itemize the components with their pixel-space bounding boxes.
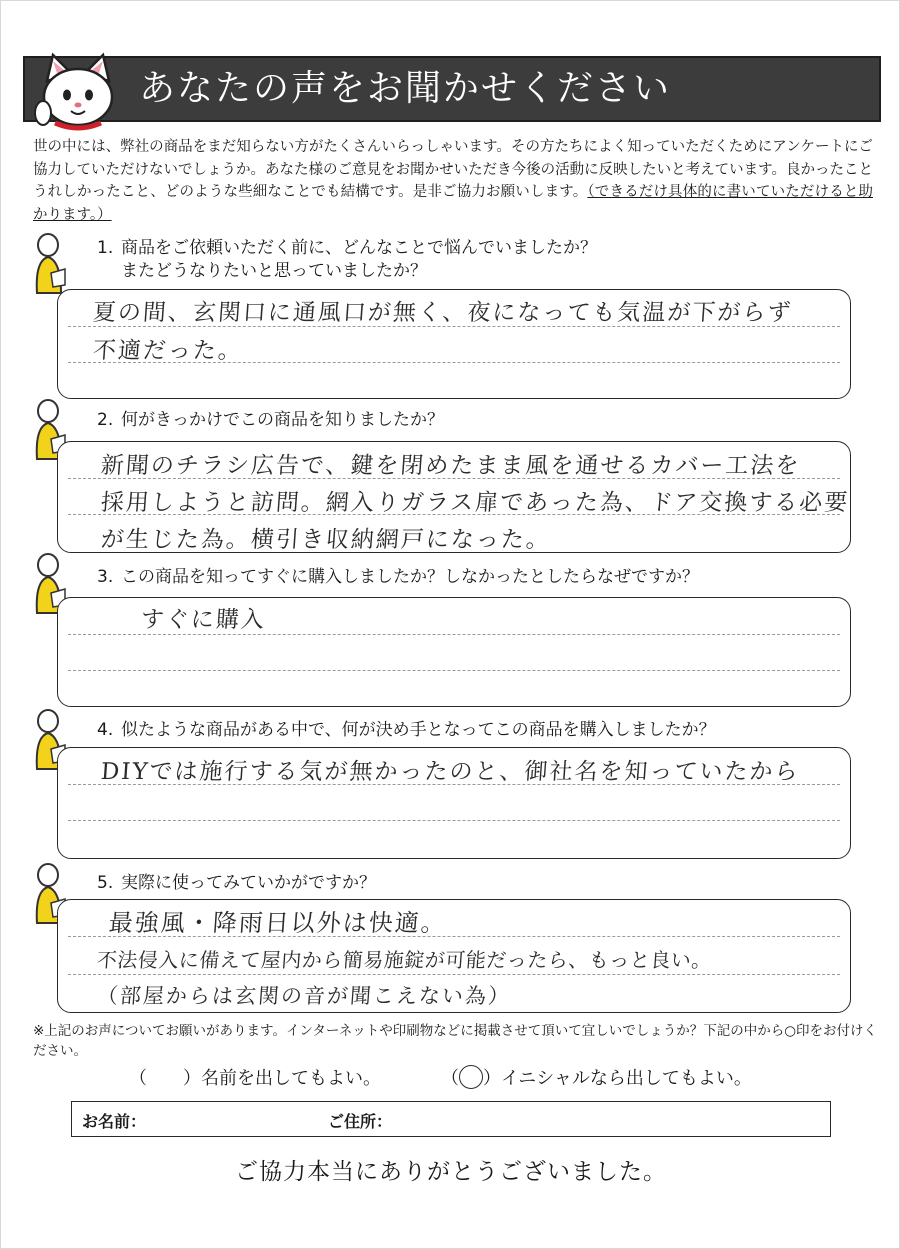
- consent-option-initial[interactable]: [441, 1064, 752, 1090]
- question-1: [97, 237, 597, 260]
- name-address-box: [71, 1101, 831, 1137]
- question-4: [97, 719, 716, 742]
- question-3: [97, 566, 699, 589]
- question-text: 似たような商品がある中で、何が決め手となってこの商品を購入しましたか？: [121, 720, 716, 740]
- question-number: 2.: [97, 410, 114, 430]
- answer-1-line-2: 不適だった。: [91, 338, 244, 364]
- answer-2-line-2: 採用しようと訪問。網入りガラス扉であった為、ドア交換する必要: [99, 490, 851, 516]
- answer-5-line-3: （部屋からは玄関の音が聞こえない為）: [96, 984, 512, 1008]
- answer-3-line-1: すぐに購入: [139, 607, 267, 633]
- intro-main: 世の中には、弊社の商品をまだ知らない方がたくさんいらっしゃいます。その方たちによく知っていただくためにアンケートにご協力していただけないでしょうか。あなた様のご意見をお聞かせいただき今後の活動に反映したいと考えています。良かったことうれしかったこと、どのような些細なことでも結構です。是非ご協力お願いします。: [33, 139, 873, 200]
- answer-5-line-1: 最強風・降雨日以外は快適。: [107, 909, 448, 937]
- answer-2-line-1: 新聞のチラシ広告で、鍵を閉めたまま風を通せるカバー工法を: [99, 453, 802, 479]
- answer-4-line-1: DIYでは施行する気が無かったのと、御社名を知っていたから: [99, 759, 801, 785]
- name-label: お名前：: [82, 1112, 147, 1131]
- address-label: ご住所：: [328, 1112, 393, 1131]
- question-number: 1.: [97, 238, 114, 258]
- answer-2-line-3: が生じた為。横引き収納網戸になった。: [99, 527, 552, 553]
- page-title: あなたの声をお聞かせください: [139, 68, 672, 109]
- consent-option-name[interactable]: （ ）名前を出してもよい。: [129, 1068, 381, 1089]
- question-number: 5.: [97, 873, 114, 893]
- thanks-message: ご協力本当にありがとうございました。: [235, 1159, 667, 1185]
- consent-option-initial-label: ）イニシャルなら出してもよい。: [483, 1068, 752, 1089]
- header-banner: [23, 56, 881, 122]
- consent-paren-open: （: [441, 1068, 459, 1089]
- question-text: この商品を知ってすぐに購入しましたか？しなかったとしたらなぜですか？: [121, 567, 699, 587]
- question-text: 何がきっかけでこの商品を知りましたか？: [121, 410, 444, 430]
- question-2: [97, 409, 444, 432]
- question-text: 商品をご依頼いただく前に、どんなことで悩んでいましたか？: [121, 238, 597, 258]
- consent-note: ※上記のお声についてお願いがあります。インターネットや印刷物などに掲載させて頂いて宜しいでしょうか？下記の中から○印をお付けください。: [33, 1023, 878, 1059]
- answer-5-line-2: 不法侵入に備えて屋内から簡易施錠が可能だったら、もっと良い。: [96, 948, 713, 972]
- cat-mascot-icon: [33, 51, 123, 141]
- intro-text: [33, 136, 873, 226]
- question-1-line2: またどうなりたいと思っていましたか？: [121, 261, 427, 281]
- answer-1-line-1: 夏の間、玄関口に通風口が無く、夜になっても気温が下がらず: [91, 300, 794, 326]
- question-5: [97, 872, 376, 895]
- intro-underlined: （できるだけ具体的に書いていただけると助かります。）: [33, 184, 873, 223]
- question-number: 4.: [97, 720, 114, 740]
- question-text: 実際に使ってみていかがですか？: [121, 873, 376, 893]
- circle-mark-icon: [459, 1065, 483, 1089]
- person-icon: [31, 233, 69, 297]
- question-number: 3.: [97, 567, 114, 587]
